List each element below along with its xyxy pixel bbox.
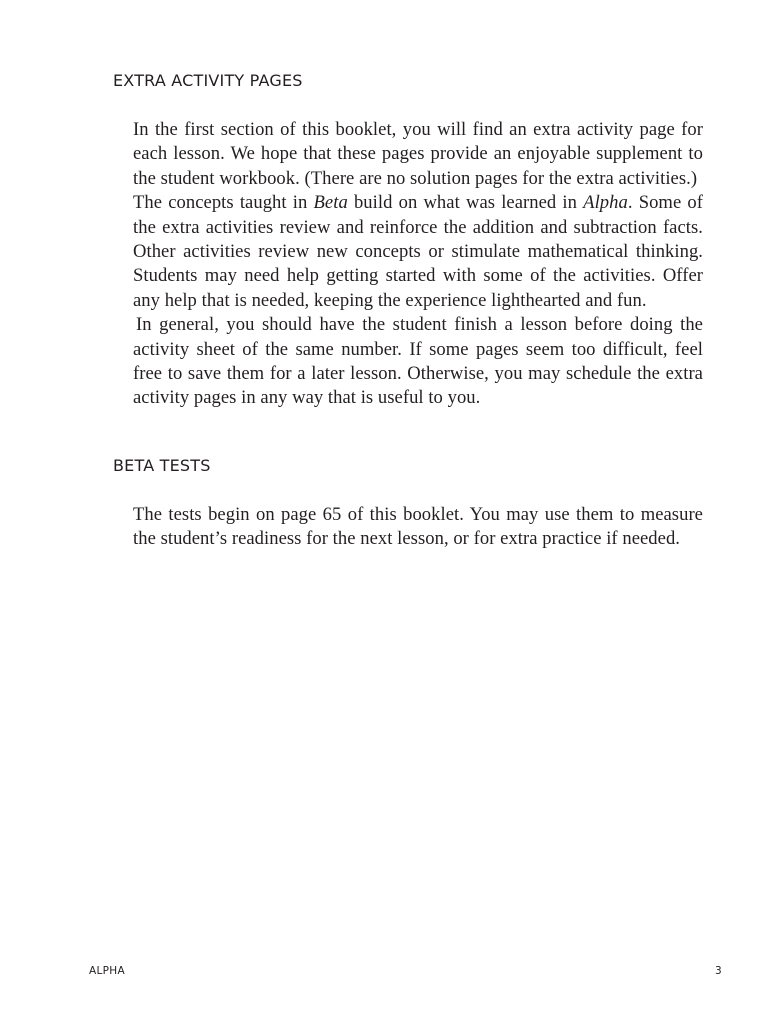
text-line: activity sheet of the same number. If some pages seem too difficult, feel [133,338,703,360]
text-run: The concepts taught in [133,192,314,214]
text-line: any help that is needed, keeping the experience lighthearted and fun. [133,289,647,311]
paragraph-intro [113,118,703,191]
text-line: In the first section of this booklet, you will find an extra activity page for [133,119,703,140]
text-line [113,191,703,215]
page-number: 3 [715,965,722,977]
text-line: free to save them for a later lesson. Otherwise, you may schedule the extra [133,363,703,385]
text-line: the student’s readiness for the next lesson, or for extra practice if needed. [133,528,680,550]
section-heading-beta-tests: BETA TESTS [113,455,211,475]
emphasis-beta: Beta [313,192,348,214]
text-line: the extra activities review and reinforce the addition and subtraction facts. [133,216,703,238]
page-content [113,68,703,552]
text-line: each lesson. We hope that these pages provide an enjoyable supplement to [133,143,703,165]
text-line: Students may need help getting started with some of the activities. Offer [133,265,703,287]
text-line: Other activities review new concepts or stimulate mathematical thinking. [133,241,703,263]
text-run: . Some of [627,192,703,214]
section-heading-extra-activity-pages: EXTRA ACTIVITY PAGES [113,71,303,90]
paragraph-concepts [113,191,703,313]
text-line: The tests begin on page 65 of this booklet. You may use them to measure [133,503,703,525]
text-run: build on what was learned in [347,192,584,214]
footer-running-title: ALPHA [89,965,125,977]
emphasis-alpha: Alpha [583,192,628,214]
paragraph-general [113,313,703,411]
text-line: activity pages in any way that is useful to you. [133,387,481,409]
text-line: In general, you should have the student finish a lesson before doing the [136,314,703,336]
text-line: the student workbook. (There are no solution pages for the extra activities.) [133,167,698,189]
paragraph-tests [113,503,703,552]
